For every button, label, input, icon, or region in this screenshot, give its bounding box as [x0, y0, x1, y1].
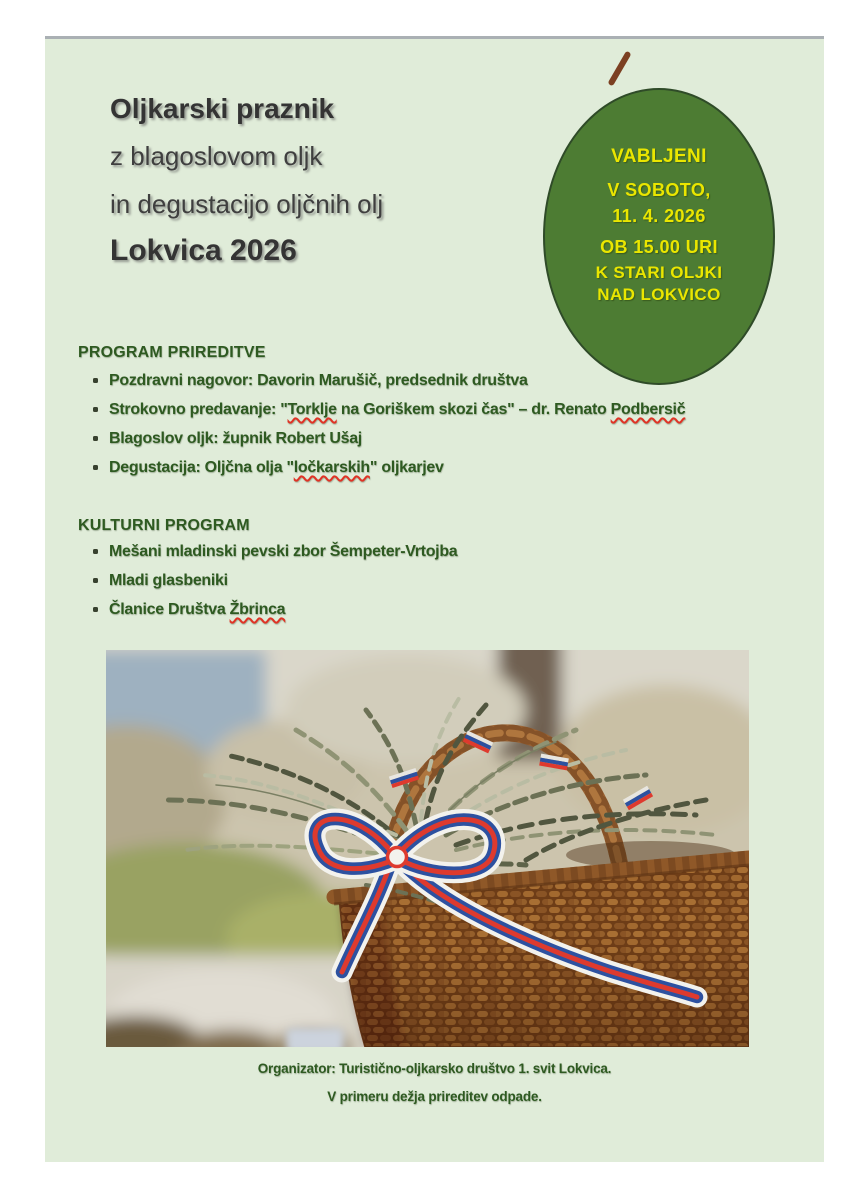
list-item	[78, 571, 738, 590]
badge-line: V SOBOTO,	[607, 179, 711, 200]
title-line: Lokvica 2026	[110, 233, 297, 267]
list-item	[78, 371, 738, 390]
culture-heading: KULTURNI PROGRAM	[78, 517, 250, 534]
text-segment: Degustacija: Oljčna olja "	[109, 459, 294, 476]
text-segment: " oljkarjev	[369, 459, 444, 476]
badge-line: K STARI OLJKI	[595, 262, 723, 282]
misspelled-word: Torklje	[287, 401, 337, 418]
program-list	[78, 371, 738, 487]
list-item	[78, 458, 738, 477]
list-item	[78, 429, 738, 448]
misspelled-word: ločkarskih	[293, 459, 370, 476]
footer	[45, 1055, 824, 1111]
misspelled-word: Podbersič	[610, 401, 686, 418]
rain-notice-line: V primeru dežja prireditev odpade.	[327, 1089, 542, 1104]
flyer-title	[110, 94, 383, 266]
olive-badge	[543, 88, 775, 385]
event-photo	[106, 650, 749, 1047]
badge-line: NAD LOKVICO	[597, 285, 721, 305]
list-item	[78, 542, 738, 561]
text-segment: Blagoslov oljk: župnik Robert Ušaj	[109, 430, 362, 447]
title-line: z blagoslovom oljk	[110, 141, 323, 172]
badge-line: VABLJENI	[611, 146, 707, 167]
text-segment: na Goriškem skozi čas" – dr. Renato	[336, 401, 611, 418]
text-segment: Članice Društva	[109, 601, 230, 618]
text-segment: Mladi glasbeniki	[109, 572, 228, 589]
text-segment: Mešani mladinski pevski zbor Šempeter-Vrtojba	[109, 543, 458, 560]
organizer-line: Organizator: Turistično-oljkarsko društvo 1. svit Lokvica.	[257, 1061, 612, 1076]
badge-line: OB 15.00 URI	[600, 237, 718, 258]
text-segment: Pozdravni nagovor: Davorin Marušič, predsednik društva	[109, 372, 528, 389]
badge-line: 11. 4. 2026	[612, 205, 706, 226]
list-item	[78, 400, 738, 419]
misspelled-word: Žbrinca	[229, 601, 286, 618]
culture-list	[78, 542, 738, 629]
list-item	[78, 600, 738, 619]
flyer-page	[45, 39, 824, 1162]
title-line: in degustacijo oljčnih olj	[110, 188, 384, 219]
title-line: Oljkarski praznik	[110, 93, 335, 124]
text-segment: Strokovno predavanje: "	[109, 401, 288, 418]
olive-stem-icon	[607, 51, 631, 87]
program-heading: PROGRAM PRIREDITVE	[78, 344, 266, 361]
